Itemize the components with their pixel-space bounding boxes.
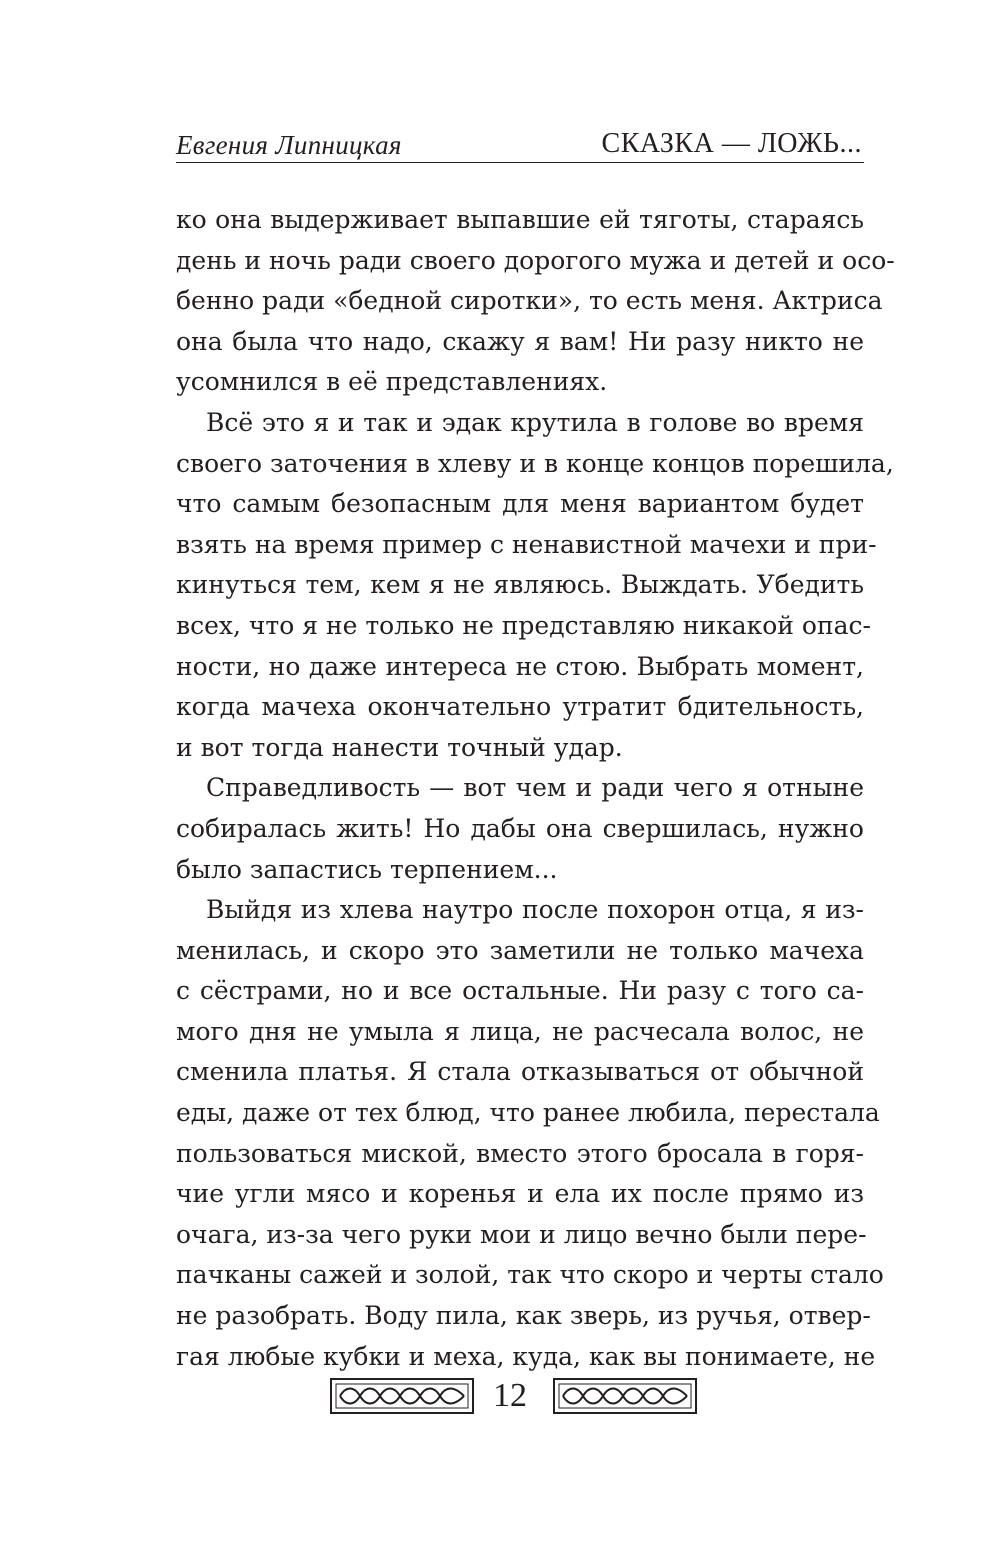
paragraph <box>176 768 864 890</box>
paragraph <box>176 890 884 1377</box>
running-header <box>176 128 864 164</box>
text-line: своего заточения в хлеву и в конце концов порешила, <box>176 448 894 478</box>
text-line: пользоваться миской, вместо этого бросала в горя- <box>176 1138 864 1168</box>
text-line: еды, даже от тех блюд, что ранее любила, перестала <box>176 1098 880 1128</box>
text-line: не разобрать. Воду пила, как зверь, из ручья, отвер- <box>176 1301 871 1331</box>
text-line: менилась, и скоро это заметили не только мачеха <box>176 935 864 965</box>
text-line: ности, но даже интереса не стою. Выбрать момент, <box>176 651 864 681</box>
knot-border-icon <box>553 1376 697 1416</box>
text-line: сменила платья. Я стала отказываться от обычной <box>176 1057 864 1087</box>
text-line: кинуться тем, кем я не являюсь. Выждать. Убедить <box>176 570 864 600</box>
text-line: усомнился в её представлениях. <box>176 367 608 397</box>
text-line: она была что надо, скажу я вам! Ни разу никто не <box>176 326 864 356</box>
header-rule <box>176 162 864 163</box>
text-line: бенно ради «бедной сиротки», то есть меня. Актриса <box>176 286 883 316</box>
text-line: собиралась жить! Но дабы она свершилась, нужно <box>176 813 864 843</box>
text-line: чие угли мясо и коренья и ела их после прямо из <box>176 1179 864 1209</box>
text-line: Справедливость — вот чем и ради чего я отныне <box>206 773 864 803</box>
text-line: и вот тогда нанести точный удар. <box>176 732 623 762</box>
author-name: Евгения Липницкая <box>176 130 402 160</box>
text-line: что самым безопасным для меня вариантом будет <box>176 489 864 519</box>
knot-border-icon <box>330 1376 474 1416</box>
text-line: гая любые кубки и меха, куда, как вы понимаете, не <box>176 1341 876 1371</box>
text-line: ко она выдерживает выпавшие ей тяготы, стараясь <box>176 205 864 234</box>
text-line: день и ночь ради своего дорогого мужа и детей и осо- <box>176 245 895 275</box>
text-line: Выйдя из хлева наутро после похорон отца, я из- <box>206 895 864 925</box>
text-line: всех, что я не только не представляю никакой опас- <box>176 610 871 640</box>
text-line: когда мачеха окончательно утратит бдительность, <box>176 692 864 722</box>
text-line: Всё это я и так и эдак крутила в голове во время <box>206 407 864 437</box>
text-line: взять на время пример с ненавистной мачехи и при- <box>176 529 877 559</box>
paragraph <box>176 403 894 768</box>
page-number: 12 <box>493 1377 527 1414</box>
paragraph <box>176 200 895 403</box>
text-line: мого дня не умыла я лица, не расчесала волос, не <box>176 1016 864 1046</box>
text-line: было запастись терпением... <box>176 854 558 884</box>
text-line: с сёстрами, но и все остальные. Ни разу с того са- <box>176 976 864 1006</box>
text-line: пачканы сажей и золой, так что скоро и черты стало <box>176 1260 884 1290</box>
book-title: СКАЗКА — ЛОЖЬ... <box>601 128 862 159</box>
page-footer <box>0 1368 1000 1432</box>
text-line: очага, из-за чего руки мои и лицо вечно были пере- <box>176 1219 867 1249</box>
body-text <box>176 200 895 1377</box>
